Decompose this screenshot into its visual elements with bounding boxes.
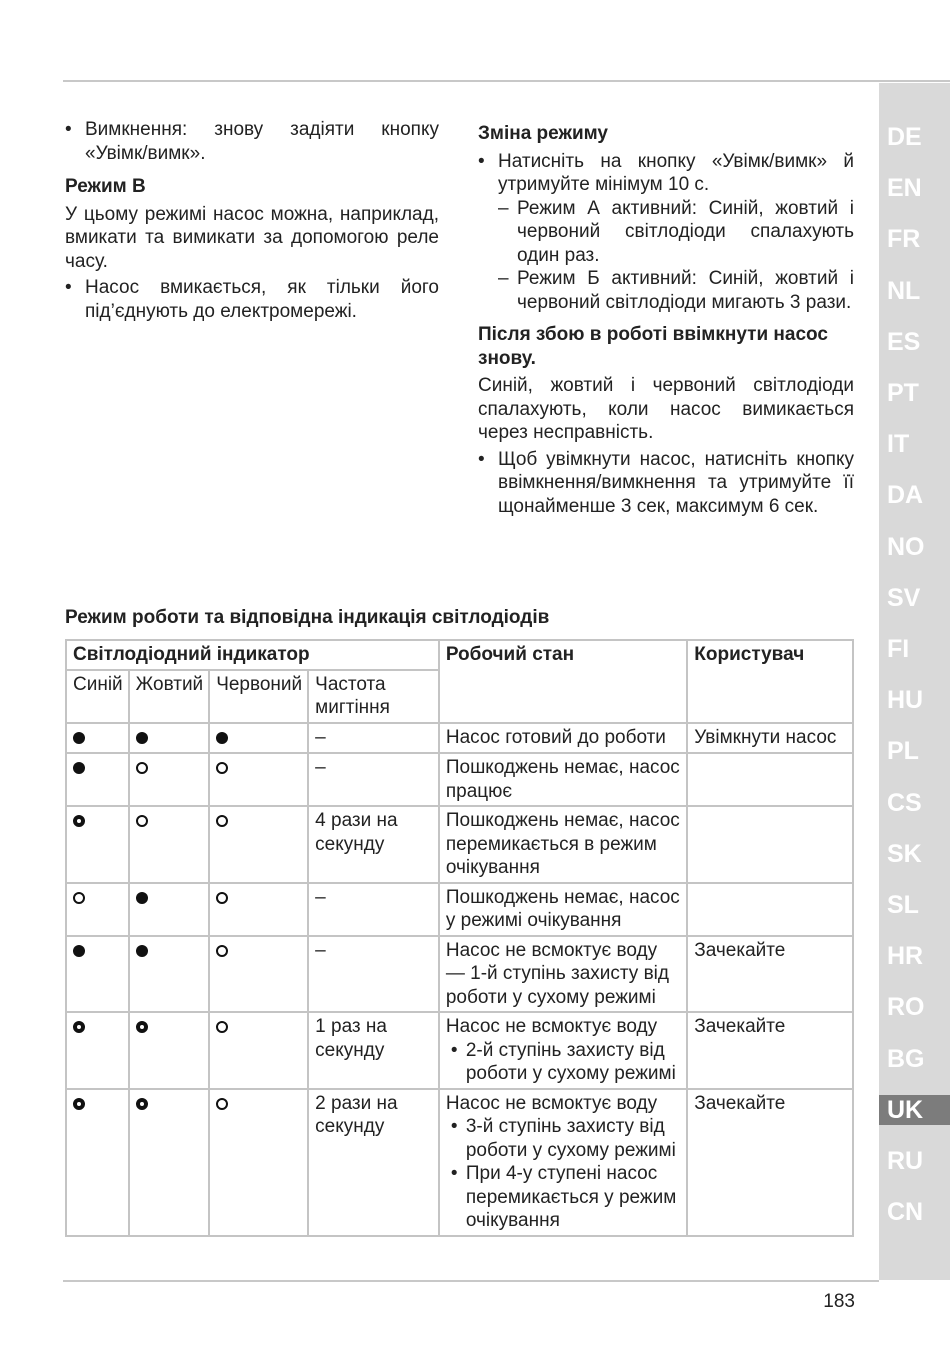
operating-state-text: Насос не всмоктує воду bbox=[445, 1092, 658, 1114]
right-column bbox=[478, 122, 854, 518]
language-tab-de[interactable]: DE bbox=[887, 123, 922, 151]
language-tab-pt[interactable]: PT bbox=[887, 379, 919, 407]
language-tab-en[interactable]: EN bbox=[887, 174, 922, 203]
table-row bbox=[66, 1089, 853, 1236]
left-column bbox=[65, 118, 439, 323]
language-tab-da[interactable]: DA bbox=[887, 481, 924, 510]
led-red-cell bbox=[209, 883, 308, 936]
user-action-cell bbox=[687, 806, 853, 883]
operating-state-bullet: • При 4-у ступені насос перемикається у режим очікування bbox=[446, 1162, 681, 1233]
header-user: Користувач bbox=[687, 640, 853, 723]
blink-frequency-cell: – bbox=[308, 883, 439, 936]
led-red-cell bbox=[209, 753, 308, 806]
user-action-cell: Зачекайте bbox=[687, 1089, 853, 1236]
language-tab-hr[interactable]: HR bbox=[887, 942, 924, 971]
operating-state-cell bbox=[439, 753, 687, 806]
red-led-on-icon bbox=[216, 732, 228, 744]
language-tab-ru[interactable]: RU bbox=[887, 1147, 924, 1175]
led-yellow-cell bbox=[129, 806, 210, 883]
led-red-cell bbox=[209, 806, 308, 883]
language-tab-fi[interactable]: FI bbox=[887, 635, 910, 663]
yellow-led-blink-icon bbox=[136, 1021, 148, 1033]
fault-bullet: • Щоб увімкнути насос, натисніть кнопку ввімкнення/вимкнення та утримуйте її щонайменше 3 сек, максимум 6 сек. bbox=[478, 448, 854, 519]
led-yellow-cell bbox=[129, 1012, 210, 1089]
yellow-led-off-icon bbox=[136, 762, 148, 774]
blue-led-blink-icon bbox=[73, 1021, 85, 1033]
table-header-row bbox=[66, 640, 853, 670]
language-tab-fr[interactable]: FR bbox=[887, 225, 921, 254]
led-blue-cell bbox=[66, 806, 129, 883]
header-red: Червоний bbox=[209, 670, 308, 723]
blink-frequency-cell: 4 рази на секунду bbox=[308, 806, 439, 883]
red-led-off-icon bbox=[216, 815, 228, 827]
operating-state-cell bbox=[439, 723, 687, 754]
language-tab-es[interactable]: ES bbox=[887, 327, 921, 356]
red-led-off-icon bbox=[216, 945, 228, 957]
header-freq: Частота мигтіння bbox=[308, 670, 439, 723]
language-tab-nl[interactable]: NL bbox=[887, 276, 921, 305]
table-row bbox=[66, 806, 853, 883]
language-tab-sl[interactable]: SL bbox=[887, 891, 919, 919]
mode-b-title: Режим В bbox=[65, 176, 146, 197]
operating-state-cell bbox=[439, 936, 687, 1013]
table-row bbox=[66, 936, 853, 1013]
language-tab-bg[interactable]: BG bbox=[887, 1044, 925, 1073]
led-blue-cell bbox=[66, 883, 129, 936]
language-tab-uk[interactable]: UK bbox=[879, 1095, 950, 1125]
blink-frequency-cell: – bbox=[308, 753, 439, 806]
blue-led-on-icon bbox=[73, 732, 85, 744]
mode-b-text: У цьому режимі насос можна, наприклад, вмикати та вимикати за допомогою реле часу. bbox=[65, 203, 439, 272]
led-yellow-cell bbox=[129, 883, 210, 936]
led-blue-cell bbox=[66, 936, 129, 1013]
bottom-rule bbox=[63, 1280, 879, 1282]
user-action-cell: Зачекайте bbox=[687, 1012, 853, 1089]
language-tab-pl[interactable]: PL bbox=[887, 737, 919, 766]
operating-state-bullet: • 3-й ступінь захисту від роботи у сухому режимі bbox=[446, 1115, 681, 1162]
operating-state-cell bbox=[439, 1089, 687, 1236]
language-tab-it[interactable]: IT bbox=[887, 430, 910, 459]
page-number: 183 bbox=[823, 1291, 855, 1312]
blue-led-on-icon bbox=[73, 762, 85, 774]
header-blue: Синій bbox=[66, 670, 129, 723]
header-yellow: Жовтий bbox=[129, 670, 210, 723]
led-blue-cell bbox=[66, 723, 129, 754]
led-blue-cell bbox=[66, 1089, 129, 1236]
blink-frequency-cell: – bbox=[308, 723, 439, 754]
yellow-led-on-icon bbox=[136, 945, 148, 957]
table-row bbox=[66, 753, 853, 806]
red-led-off-icon bbox=[216, 762, 228, 774]
operating-state-text: Пошкоджень немає, насос працює bbox=[445, 757, 680, 802]
header-state: Робочий стан bbox=[439, 640, 687, 723]
led-yellow-cell bbox=[129, 753, 210, 806]
top-rule bbox=[63, 80, 950, 82]
language-tab-cs[interactable]: CS bbox=[887, 788, 922, 817]
yellow-led-off-icon bbox=[136, 815, 148, 827]
operating-state-text: Пошкоджень немає, насос у режимі очікування bbox=[445, 886, 680, 931]
user-action-cell: Зачекайте bbox=[687, 936, 853, 1013]
blue-led-blink-icon bbox=[73, 815, 85, 827]
operating-state-text: Пошкоджень немає, насос перемикається в режим очікування bbox=[445, 810, 680, 878]
user-action-cell bbox=[687, 753, 853, 806]
led-red-cell bbox=[209, 936, 308, 1013]
led-yellow-cell bbox=[129, 936, 210, 1013]
fault-title: Після збою в роботі ввімкнути насос знову. bbox=[478, 324, 828, 369]
led-table bbox=[65, 639, 854, 1237]
operating-state-cell bbox=[439, 1012, 687, 1089]
yellow-led-on-icon bbox=[136, 732, 148, 744]
led-yellow-cell bbox=[129, 723, 210, 754]
user-action-cell bbox=[687, 883, 853, 936]
mode-b-dash: – Режим Б активний: Синій, жовтий і червоний світлодіоди мигають 3 рази. bbox=[478, 267, 854, 314]
operating-state-text: Насос не всмоктує воду bbox=[445, 1016, 658, 1037]
led-blue-cell bbox=[66, 753, 129, 806]
operating-state-text: Насос не всмоктує воду — 1-й ступінь захисту від роботи у сухому режимі bbox=[445, 939, 669, 1008]
blue-led-off-icon bbox=[73, 892, 85, 904]
table-row bbox=[66, 883, 853, 936]
yellow-led-on-icon bbox=[136, 892, 148, 904]
change-mode-bullet: • Натисніть на кнопку «Увімк/вимк» й утримуйте мінімум 10 с. bbox=[478, 150, 854, 197]
bullet-off: • Вимкнення: знову задіяти кнопку «Увімк/вимк». bbox=[65, 118, 439, 165]
led-red-cell bbox=[209, 1089, 308, 1236]
red-led-off-icon bbox=[216, 892, 228, 904]
language-tab-sk[interactable]: SK bbox=[887, 839, 922, 868]
table-row bbox=[66, 723, 853, 754]
operating-state-cell bbox=[439, 883, 687, 936]
yellow-led-blink-icon bbox=[136, 1098, 148, 1110]
led-yellow-cell bbox=[129, 1089, 210, 1236]
language-tab-cn[interactable]: CN bbox=[887, 1198, 924, 1227]
table-row bbox=[66, 1012, 853, 1089]
blue-led-blink-icon bbox=[73, 1098, 85, 1110]
blink-frequency-cell: 2 рази на секунду bbox=[308, 1089, 439, 1236]
blink-frequency-cell: 1 раз на секунду bbox=[308, 1012, 439, 1089]
blue-led-on-icon bbox=[73, 945, 85, 957]
header-led: Світлодіодний індикатор bbox=[66, 640, 439, 670]
mode-a-dash: – Режим А активний: Синій, жовтий і червоний світлодіоди спалахують один раз. bbox=[478, 197, 854, 268]
change-mode-title: Зміна режиму bbox=[478, 123, 609, 144]
language-tab-sv[interactable]: SV bbox=[887, 583, 921, 612]
led-blue-cell bbox=[66, 1012, 129, 1089]
language-sidebar bbox=[879, 83, 950, 1280]
language-tab-hu[interactable]: HU bbox=[887, 686, 924, 715]
table-title: Режим роботи та відповідна індикація світлодіодів bbox=[65, 607, 550, 628]
operating-state-bullet: • 2-й ступінь захисту від роботи у сухому режимі bbox=[446, 1039, 681, 1086]
red-led-off-icon bbox=[216, 1098, 228, 1110]
red-led-off-icon bbox=[216, 1021, 228, 1033]
led-red-cell bbox=[209, 1012, 308, 1089]
user-action-cell: Увімкнути насос bbox=[687, 723, 853, 754]
blink-frequency-cell: – bbox=[308, 936, 439, 1013]
operating-state-text: Насос готовий до роботи bbox=[445, 726, 666, 748]
language-tab-ro[interactable]: RO bbox=[887, 993, 925, 1022]
language-tab-no[interactable]: NO bbox=[887, 532, 925, 561]
led-red-cell bbox=[209, 723, 308, 754]
fault-text: Синій, жовтий і червоний світлодіоди спалахують, коли насос вимикається через несправність. bbox=[478, 375, 854, 443]
mode-b-bullet: • Насос вмикається, як тільки його під’єднують до електромережі. bbox=[65, 276, 439, 323]
operating-state-cell bbox=[439, 806, 687, 883]
